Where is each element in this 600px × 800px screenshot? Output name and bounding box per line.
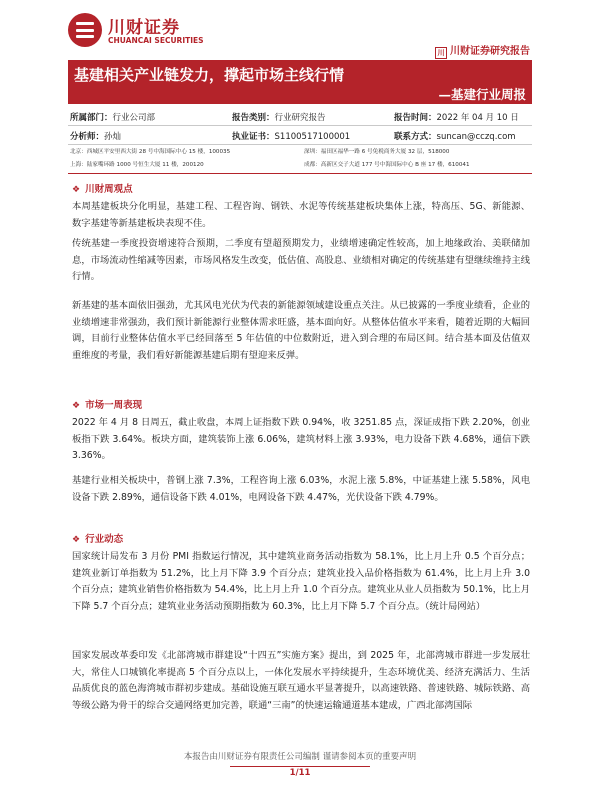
report-subtitle: —基建行业周报 <box>438 87 526 102</box>
logo-english-name: CHUANCAI SECURITIES <box>108 36 204 45</box>
logo-mark-icon <box>68 13 102 47</box>
info-date: 报告时间：2022 年 04 月 10 日 <box>394 113 519 123</box>
paragraph: 新基建的基本面依旧强劲，尤其风电光伏为代表的新能源领域建设重点关注。从已披露的一季度业绩看，企业的业绩增速非常强劲，我们预计新能源行业整体需求旺盛，基本面向好。从整体估值水平来看，随着近期的大幅回调，目前行业整体估值水平已经回落至 5 年估值的中位数附近，进入到合理的布局区间。结合基本面及估值双重维度的考量，我们看好新能源基建后期有望迎来反弹。 <box>72 300 530 361</box>
footer-divider <box>230 766 370 767</box>
company-logo <box>68 13 208 55</box>
address-chengdu: 成都：高新区交子大道 177 号中海国际中心 B 座 17 楼，610041 <box>304 162 470 168</box>
info-analyst: 分析师：孙灿 <box>70 132 122 142</box>
title-banner <box>68 60 532 104</box>
info-cert: 执业证书：S1100517100001 <box>232 132 351 142</box>
report-title: 基建相关产业链发力，撑起市场主线行情 <box>74 66 345 84</box>
info-row <box>68 107 532 126</box>
brand-tag-text: 川财证券研究报告 <box>450 46 530 57</box>
address-shanghai: 上海：陆家嘴环路 1000 号恒生大厦 11 楼，200120 <box>70 162 204 168</box>
address-shenzhen: 深圳：福田区福华一路 6 号免税商务大厦 32 层，518000 <box>304 149 450 155</box>
address-beijing: 北京：西城区平安里西大街 28 号中海国际中心 15 楼，100035 <box>70 149 231 155</box>
diamond-bullet-icon: ❖ <box>72 185 81 195</box>
paragraph: 传统基建一季度投资增速符合预期，二季度有望超预期发力，业绩增速确定性较高，加上地缘政治、美联储加息，市场流动性缩减等因素，市场风格发生改变，低估值、高股息、业绩相对确定的传统基建有望继续维持主线行情。 <box>72 238 530 283</box>
paragraph: 国家统计局发布 3 月份 PMI 指数运行情况，其中建筑业商务活动指数为 58.1%，比上月上升 0.5 个百分点；建筑业新订单指数为 51.2%，比上月下降 3.9 个百分点；建筑业投入品价格指数为 61.4%，比上月上升 3.0 个百分点；建筑业销售价格指数为 54.4%，比上月上升 1.0 个百分点。建筑业从业人员指数为 50.1%，比上月下降 5.7 个百分点；建筑业业务活动预期指数为 60.3%，比上月下降 5.7 个百分点。（统计局网站） <box>72 551 530 612</box>
paragraph: 2022 年 4 月 8 日周五，截止收盘，本周上证指数下跌 0.94%，收 3251.85 点，深证成指下跌 2.20%，创业板指下跌 3.64%。板块方面，建筑装饰上涨 6.06%，建筑材料上涨 3.93%，电力设备下跌 4.68%，通信下跌 3.36%。 <box>72 417 530 462</box>
page-number: 1/11 <box>289 768 311 778</box>
paragraph: 国家发展改革委印发《北部湾城市群建设“十四五”实施方案》提出，到 2025 年，北部湾城市群进一步发展壮大，常住人口城镇化率提高 5 个百分点以上，一体化发展水平持续提升，生态环境优美、经济充满活力、生活品质优良的蓝色海湾城市群初步建成。基础设施互联互通水平显著提升，以高速铁路、普速铁路、城际铁路、高等级公路为骨干的综合交通网络更加完善，联通“三南”的快速运输通道基本建成，广西北部湾国际 <box>72 650 530 711</box>
report-info-table <box>68 107 532 145</box>
brand-tag <box>435 42 530 59</box>
diamond-bullet-icon: ❖ <box>72 401 81 411</box>
info-type: 报告类别：行业研究报告 <box>232 113 326 123</box>
footer-disclaimer: 本报告由川财证券有限责任公司编制 谨请参阅本页的重要声明 <box>183 752 417 762</box>
diamond-bullet-icon: ❖ <box>72 535 81 545</box>
office-addresses <box>68 143 532 174</box>
section-heading-market-performance: ❖ 市场一周表现 <box>72 400 143 411</box>
info-dept: 所属部门：行业公司部 <box>70 113 156 123</box>
section-heading-weekly-view: ❖ 川财周观点 <box>72 184 133 195</box>
brand-box-icon: 川 <box>435 47 447 59</box>
paragraph: 本周基建板块分化明显，基建工程、工程咨询、钢铁、水泥等传统基建板块集体上涨，特高压、5G、新能源、数字基建等新基建板块表现不佳。 <box>72 201 530 229</box>
section-heading-industry-news: ❖ 行业动态 <box>72 534 124 545</box>
logo-chinese-name: 川财证券 <box>108 18 180 38</box>
paragraph: 基建行业相关板块中，普钢上涨 7.3%，工程咨询上涨 6.03%，水泥上涨 5.8%，中证基建上涨 5.58%，风电设备下跌 2.89%，通信设备下跌 4.01%，电网设备下跌 4.47%，光伏设备下跌 4.79%。 <box>72 475 530 503</box>
info-contact[interactable]: 联系方式：suncan@cczq.com <box>394 132 516 142</box>
